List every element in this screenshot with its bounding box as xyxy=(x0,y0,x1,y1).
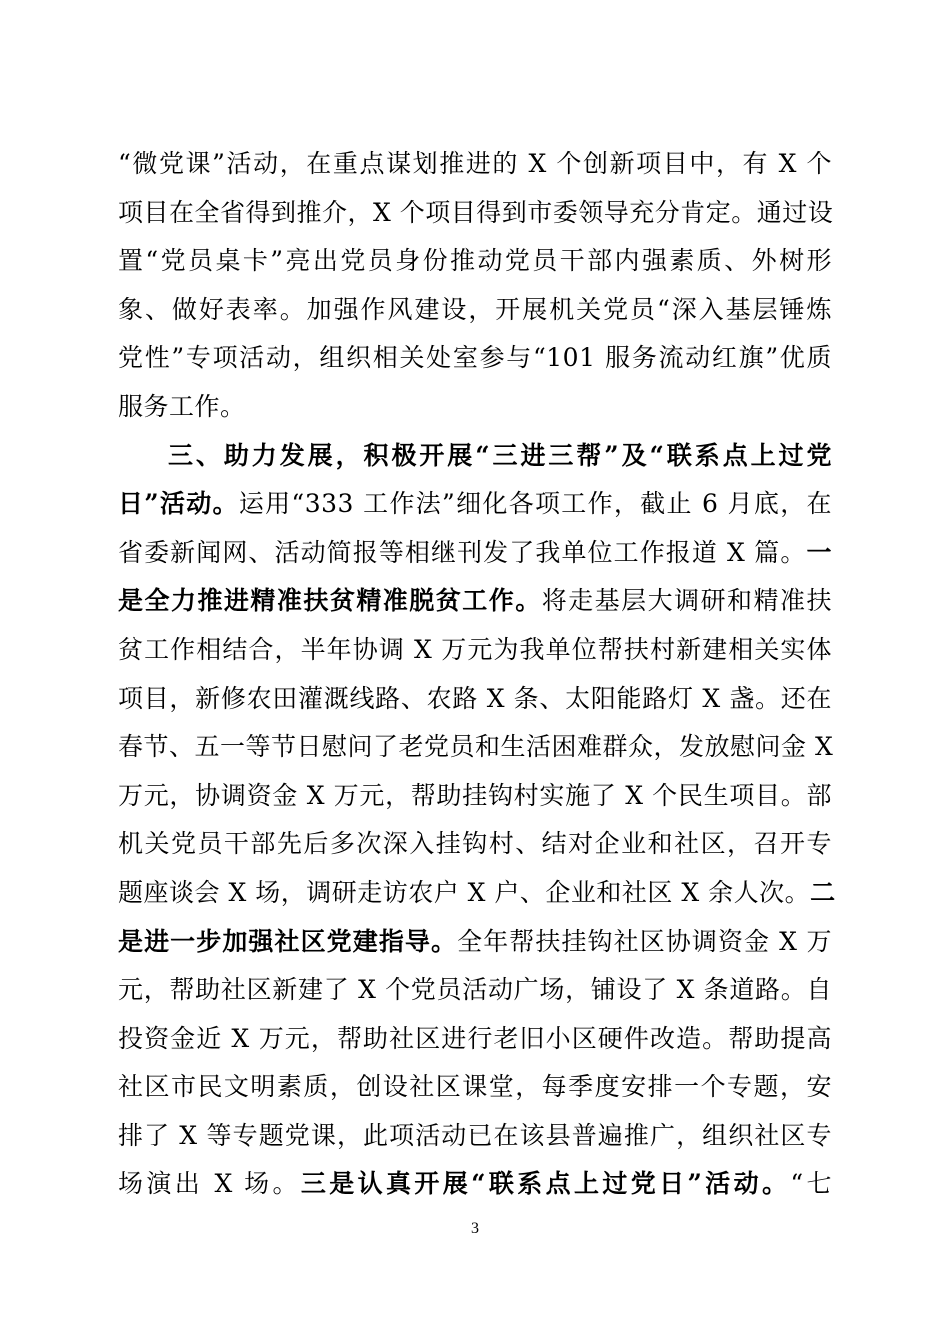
text-segment: 省委新闻网、活动简报等相继刊发了我单位工作报道 X 篇。 xyxy=(118,537,807,567)
text-segment: 机关党员干部先后多次深入挂钩村、结对企业和社区，召开专 xyxy=(118,829,832,859)
text-segment: 项目，新修农田灌溉线路、农路 X 条、太阳能路灯 X 盏。还在 xyxy=(118,683,832,713)
text-line xyxy=(118,918,832,967)
text-segment: 排了 X 等专题党课，此项活动已在该县普遍推广，组织社区专 xyxy=(118,1120,832,1150)
bold-text-segment: 是全力推进精准扶贫精准脱贫工作。 xyxy=(118,586,542,616)
text-segment: 置“党员桌卡”亮出党员身份推动党员干部内强素质、外树形 xyxy=(118,246,832,276)
text-line xyxy=(118,1015,832,1064)
text-line xyxy=(118,869,836,918)
text-line xyxy=(118,675,832,724)
bold-text-segment: 日”活动。 xyxy=(118,489,239,519)
text-line xyxy=(118,966,832,1015)
text-segment: 场演出 X 场。 xyxy=(118,1169,301,1199)
text-segment: “七 xyxy=(790,1169,832,1199)
text-line xyxy=(118,334,832,383)
text-segment: 将走基层大调研和精准扶 xyxy=(541,586,832,616)
text-segment: 题座谈会 X 场，调研走访农户 X 户、企业和社区 X 余人次。 xyxy=(118,877,811,907)
text-segment: 象、做好表率。加强作风建设，开展机关党员“深入基层锤炼 xyxy=(118,294,832,324)
text-segment: 服务工作。 xyxy=(118,391,246,421)
text-segment: 社区市民文明素质，创设社区课堂，每季度安排一个专题，安 xyxy=(118,1072,832,1102)
text-line xyxy=(118,723,832,772)
bold-text-segment: 三、助力发展，积极开展“三进三帮”及“联系点上过党 xyxy=(168,440,832,470)
text-line xyxy=(118,529,832,578)
bold-text-segment: 是进一步加强社区党建指导。 xyxy=(118,926,458,956)
text-segment: 项目在全省得到推介，X 个项目得到市委领导充分肯定。通过设 xyxy=(118,197,834,227)
bold-text-segment: 三是认真开展“联系点上过党日”活动。 xyxy=(300,1169,791,1199)
text-segment: 投资金近 X 万元，帮助社区进行老旧小区硬件改造。帮助提高 xyxy=(118,1023,832,1053)
text-line xyxy=(118,1160,832,1209)
bold-text-segment: 二 xyxy=(810,877,836,907)
text-line xyxy=(118,1112,832,1161)
text-line xyxy=(118,237,832,286)
text-segment: 万元，协调资金 X 万元，帮助挂钩村实施了 X 个民生项目。部 xyxy=(118,780,832,810)
text-line xyxy=(118,383,832,432)
text-segment: “微党课”活动，在重点谋划推进的 X 个创新项目中，有 X 个 xyxy=(118,149,832,178)
page-number: 3 xyxy=(471,1220,479,1237)
text-line xyxy=(118,432,832,481)
text-line xyxy=(118,772,832,821)
text-segment: 春节、五一等节日慰问了老党员和生活困难群众，发放慰问金 X xyxy=(118,732,834,762)
text-line xyxy=(118,820,832,869)
bold-text-segment: 一 xyxy=(806,537,832,567)
body-text xyxy=(118,140,836,1209)
text-segment: 全年帮扶挂钩社区协调资金 X 万 xyxy=(457,926,832,956)
text-line xyxy=(118,480,832,529)
text-segment: 党性”专项活动，组织相关处室参与“101 服务流动红旗”优质 xyxy=(118,343,832,373)
text-line xyxy=(118,626,832,675)
text-segment: 运用“333 工作法”细化各项工作，截止 6 月底，在 xyxy=(238,489,832,519)
text-line xyxy=(118,140,832,189)
text-segment: 贫工作相结合，半年协调 X 万元为我单位帮扶村新建相关实体 xyxy=(118,634,832,664)
text-segment: 元，帮助社区新建了 X 个党员活动广场，铺设了 X 条道路。自 xyxy=(118,975,832,1005)
text-line xyxy=(118,286,832,335)
text-line xyxy=(118,189,832,238)
text-line xyxy=(118,577,832,626)
text-line xyxy=(118,1063,832,1112)
